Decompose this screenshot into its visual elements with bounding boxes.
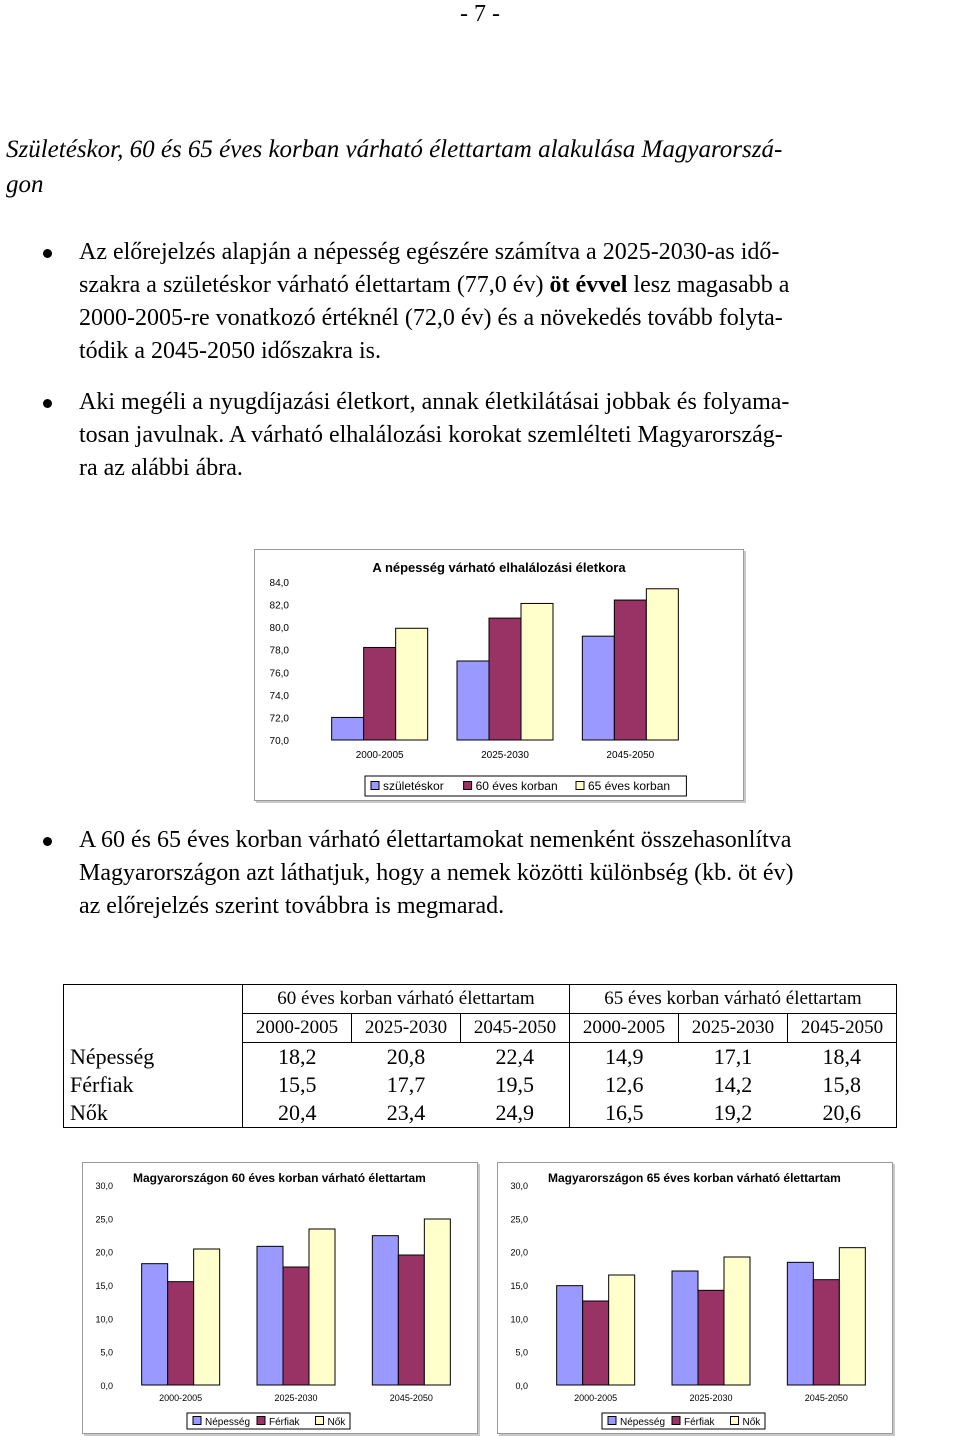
legend-swatch (576, 782, 584, 790)
legend-label: 60 éves korban (475, 779, 558, 793)
heading-line-1: Születéskor, 60 és 65 éves korban várható élettartam alakulása Magyarorszá- (6, 136, 783, 163)
bar-születéskor (582, 636, 614, 740)
y-tick-label: 80,0 (269, 623, 289, 635)
y-tick-label: 72,0 (269, 713, 289, 725)
bar-65-éves-korban (396, 628, 428, 740)
chart-life-expectancy (255, 550, 743, 800)
bar-népesség (557, 1286, 583, 1385)
chart-box-65-years (497, 1162, 893, 1434)
section-heading (6, 132, 951, 202)
y-tick-label: 30,0 (95, 1181, 113, 1191)
table-period-row (64, 1014, 897, 1043)
y-tick-label: 10,0 (95, 1314, 113, 1325)
chart-legend (365, 776, 686, 796)
table-cell: 15,5 (243, 1071, 352, 1099)
table-row (64, 1071, 897, 1099)
legend-swatch (464, 782, 472, 790)
bar-férfiak (168, 1282, 194, 1385)
bar-nők (194, 1249, 220, 1385)
bullet-dot-icon (43, 837, 52, 846)
table-period-header: 2045-2050 (787, 1014, 896, 1043)
bullet-item-3 (79, 824, 957, 923)
chart-title: Magyarországon 60 éves korban várható élettartam (133, 1171, 426, 1185)
x-category-label: 2045-2050 (389, 1393, 433, 1403)
y-tick-label: 0,0 (515, 1381, 528, 1391)
table-cell: 20,8 (386, 1044, 426, 1069)
bar-népesség (672, 1271, 698, 1385)
y-tick-label: 5,0 (515, 1347, 528, 1358)
table-group-header-60: 60 éves korban várható élettartam (243, 985, 570, 1014)
bar-60-éves-korban (364, 647, 396, 740)
heading-line-2: gon (6, 171, 44, 198)
y-tick-label: 82,0 (269, 600, 289, 612)
table-cell: 20,4 (243, 1099, 352, 1128)
legend-label: születéskor (383, 779, 444, 793)
x-category-label: 2025-2030 (689, 1393, 733, 1403)
legend-label: Nők (742, 1417, 761, 1428)
x-category-label: 2000-2005 (159, 1393, 203, 1403)
y-tick-label: 25,0 (95, 1214, 113, 1225)
table-corner-cell (64, 985, 243, 1014)
chart-65-years (498, 1163, 892, 1433)
bullet-1-bold-text: öt évvel (549, 272, 628, 298)
legend-label: Férfiak (269, 1417, 300, 1428)
table-cell: 24,9 (460, 1099, 569, 1128)
legend-label: Népesség (205, 1417, 251, 1428)
y-tick-label: 76,0 (269, 668, 289, 680)
table-cell: 23,4 (351, 1099, 460, 1128)
bullet-1-text-a: szakra a születéskor várható élettartam (77,0 év) (79, 272, 550, 298)
table-cell: 12,6 (569, 1071, 678, 1099)
bullet-item-1 (79, 236, 957, 368)
bar-születéskor (457, 661, 489, 740)
page-number: - 7 - (460, 1, 500, 27)
table-cell: 22,4 (495, 1044, 534, 1069)
legend-swatch (608, 1417, 616, 1425)
bar-65-éves-korban (521, 603, 553, 740)
x-category-label: 2045-2050 (606, 750, 655, 761)
x-category-label: 2000-2005 (574, 1393, 618, 1403)
chart-title: A népesség várható elhalálozási életkora (372, 560, 626, 575)
table-period-header: 2025-2030 (351, 1014, 460, 1043)
bullet-dot-icon (43, 399, 52, 408)
bar-népesség (372, 1236, 398, 1385)
table-period-header: 2045-2050 (460, 1014, 569, 1043)
bar-60-éves-korban (489, 618, 521, 740)
legend-swatch (672, 1417, 680, 1425)
table-row-label: Népesség (64, 1043, 243, 1072)
x-category-label: 2025-2030 (481, 750, 529, 761)
bar-nők (724, 1257, 750, 1385)
y-tick-label: 25,0 (510, 1214, 528, 1225)
table-cell: 14,2 (713, 1072, 753, 1097)
legend-swatch (257, 1417, 265, 1425)
bar-születéskor (332, 717, 364, 740)
chart-title: Magyarországon 65 éves korban várható élettartam (548, 1171, 841, 1185)
bullet-3-line-2: Magyarországon azt láthatjuk, hogy a nemek közötti különbség (kb. öt év) (79, 860, 794, 886)
bullet-3-line-1: A 60 és 65 éves korban várható élettartamokat nemenként összehasonlítva (79, 827, 792, 853)
legend-swatch (193, 1417, 201, 1425)
bar-nők (309, 1229, 335, 1385)
table-period-header: 2000-2005 (243, 1014, 352, 1043)
legend-swatch (316, 1417, 324, 1425)
table-period-header: 2025-2030 (678, 1014, 787, 1043)
y-tick-label: 70,0 (269, 736, 289, 747)
table-cell: 18,4 (787, 1043, 896, 1072)
x-category-label: 2045-2050 (804, 1393, 848, 1403)
chart-box-life-expectancy (254, 549, 744, 801)
table-cell: 18,2 (243, 1043, 352, 1072)
bullet-2-line-2: tosan javulnak. A várható elhalálozási korokat szemlélteti Magyarország- (79, 422, 783, 448)
legend-label: Népesség (620, 1417, 666, 1428)
chart-box-60-years (82, 1162, 478, 1434)
legend-swatch (731, 1417, 739, 1425)
legend-label: Férfiak (684, 1417, 715, 1428)
table-cell: 16,5 (569, 1099, 678, 1128)
table-cell: 15,8 (787, 1071, 896, 1099)
x-category-label: 2025-2030 (274, 1393, 318, 1403)
table-row (64, 1043, 897, 1072)
y-tick-label: 10,0 (510, 1314, 528, 1325)
bullet-1-line-4: tódik a 2045-2050 időszakra is. (79, 338, 381, 364)
y-tick-label: 5,0 (100, 1347, 113, 1358)
y-tick-label: 74,0 (269, 690, 289, 702)
legend-label: 65 éves korban (588, 779, 671, 793)
bullet-1-line-3: 2000-2005-re vonatkozó értéknél (72,0 év) és a növekedés tovább folyta- (79, 305, 783, 331)
x-category-label: 2000-2005 (355, 750, 404, 761)
table-group-header-row (64, 985, 897, 1014)
table-cell: 20,6 (787, 1099, 896, 1128)
table-cell: 17,1 (713, 1044, 753, 1069)
bar-nők (839, 1248, 865, 1385)
table-cell: 19,5 (495, 1072, 534, 1097)
table-cell: 19,2 (678, 1099, 787, 1128)
bullet-2-line-3: ra az alábbi ábra. (79, 455, 243, 481)
table-period-header: 2000-2005 (569, 1014, 678, 1043)
chart-legend (602, 1413, 765, 1429)
table-corner-cell (64, 1014, 243, 1043)
bullet-dot-icon (43, 249, 52, 258)
bullet-1-line-1: Az előrejelzés alapján a népesség egészére számítva a 2025-2030-as idő- (79, 239, 780, 265)
legend-swatch (371, 782, 379, 790)
y-tick-label: 78,0 (269, 645, 289, 657)
y-tick-label: 20,0 (95, 1247, 113, 1258)
bar-65-éves-korban (646, 589, 678, 740)
y-tick-label: 30,0 (510, 1181, 528, 1191)
table-cell: 17,7 (386, 1072, 426, 1097)
y-tick-label: 84,0 (269, 578, 289, 589)
y-tick-label: 0,0 (100, 1381, 113, 1391)
bar-férfiak (583, 1301, 609, 1385)
bar-népesség (142, 1264, 168, 1385)
table-cell: 14,9 (569, 1043, 678, 1072)
y-tick-label: 20,0 (510, 1247, 528, 1258)
bullet-2-line-1: Aki megéli a nyugdíjazási életkort, annak életkilátásai jobbak és folyama- (79, 389, 790, 415)
bar-népesség (257, 1246, 283, 1385)
life-expectancy-table (63, 984, 897, 1128)
table-row-label: Nők (64, 1099, 243, 1128)
table-group-header-65: 65 éves korban várható élettartam (569, 985, 896, 1014)
table-row-label: Férfiak (64, 1071, 243, 1099)
table-row (64, 1099, 897, 1128)
y-tick-label: 15,0 (95, 1281, 113, 1291)
bullet-3-line-3: az előrejelzés szerint továbbra is megmarad. (79, 893, 505, 919)
bar-férfiak (283, 1267, 309, 1385)
chart-60-years (83, 1163, 477, 1433)
bar-nők (424, 1219, 450, 1385)
legend-label: Nők (327, 1417, 346, 1428)
bar-férfiak (398, 1255, 424, 1385)
bar-férfiak (698, 1290, 724, 1385)
chart-legend (187, 1413, 350, 1429)
bullet-1-line-2 (79, 269, 957, 302)
bar-60-éves-korban (614, 600, 646, 740)
bar-nők (609, 1275, 635, 1385)
y-tick-label: 15,0 (510, 1281, 528, 1291)
bullet-1-text-c: lesz magasabb a (627, 272, 790, 298)
bar-férfiak (813, 1280, 839, 1385)
bullet-item-2 (79, 386, 957, 485)
bar-népesség (787, 1262, 813, 1385)
